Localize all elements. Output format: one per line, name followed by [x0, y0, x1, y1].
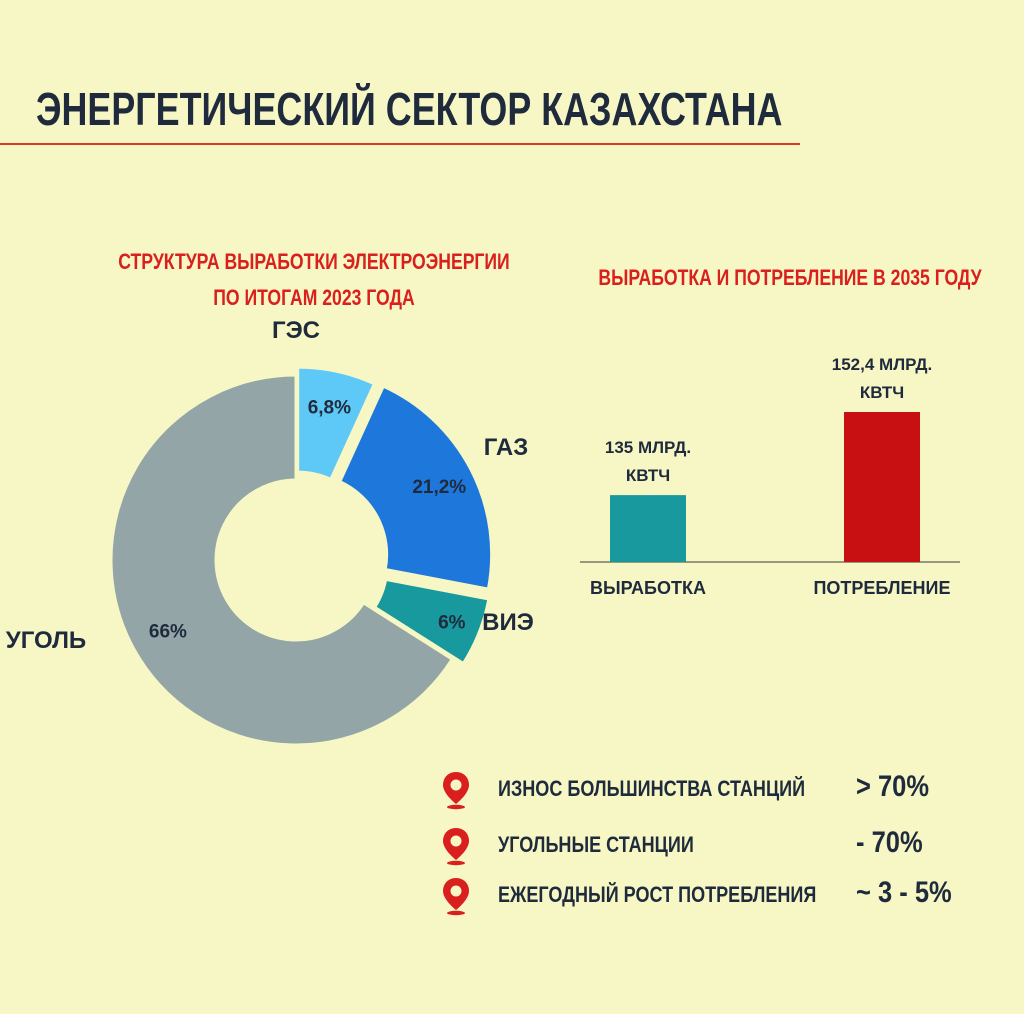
donut-chart-title-line-1: СТРУКТУРА ВЫРАБОТКИ ЭЛЕКТРОЭНЕРГИИ [118, 249, 510, 274]
stat-value: - 70% [856, 826, 923, 859]
donut-value-label: 6% [438, 612, 466, 634]
location-pin-icon [440, 826, 472, 866]
donut-value-label: 6,8% [307, 397, 352, 419]
bar-value-label: КВТЧ [625, 466, 671, 486]
bar-value-label: 152,4 МЛРД. [831, 355, 933, 374]
bar-category-label: ПОТРЕБЛЕНИЕ [813, 578, 951, 598]
donut-category-label: ВИЭ [482, 609, 534, 636]
donut-chart-title-line-2: ПО ИТОГАМ 2023 ГОДА [213, 285, 415, 310]
donut-value-label: 66% [148, 621, 187, 643]
stat-label: ИЗНОС БОЛЬШИНСТВА СТАНЦИЙ [498, 776, 806, 801]
donut-category-label: УГОЛЬ [5, 627, 87, 654]
page-title: ЭНЕРГЕТИЧЕСКИЙ СЕКТОР КАЗАХСТАНА [36, 83, 783, 135]
stat-value: ~ 3 - 5% [856, 876, 952, 909]
bar-category-label: ВЫРАБОТКА [590, 578, 706, 598]
stat-label: УГОЛЬНЫЕ СТАНЦИИ [498, 832, 694, 857]
donut-value-label: 21,2% [412, 476, 467, 498]
donut-chart [0, 300, 560, 770]
location-pin-icon [440, 876, 472, 916]
bar-chart-title: ВЫРАБОТКА И ПОТРЕБЛЕНИЕ В 2035 ГОДУ [598, 265, 982, 290]
bar-0 [610, 495, 686, 562]
donut-category-label: ГЭС [271, 317, 321, 344]
stat-label: ЕЖЕГОДНЫЙ РОСТ ПОТРЕБЛЕНИЯ [498, 882, 817, 907]
stat-value: > 70% [856, 770, 930, 803]
bar-1 [844, 412, 920, 562]
location-pin-icon [440, 770, 472, 810]
bar-value-label: 135 МЛРД. [604, 438, 692, 458]
title-divider [0, 143, 800, 145]
bar-value-label: КВТЧ [859, 383, 905, 402]
bar-chart [560, 340, 980, 620]
donut-category-label: ГАЗ [483, 434, 529, 461]
